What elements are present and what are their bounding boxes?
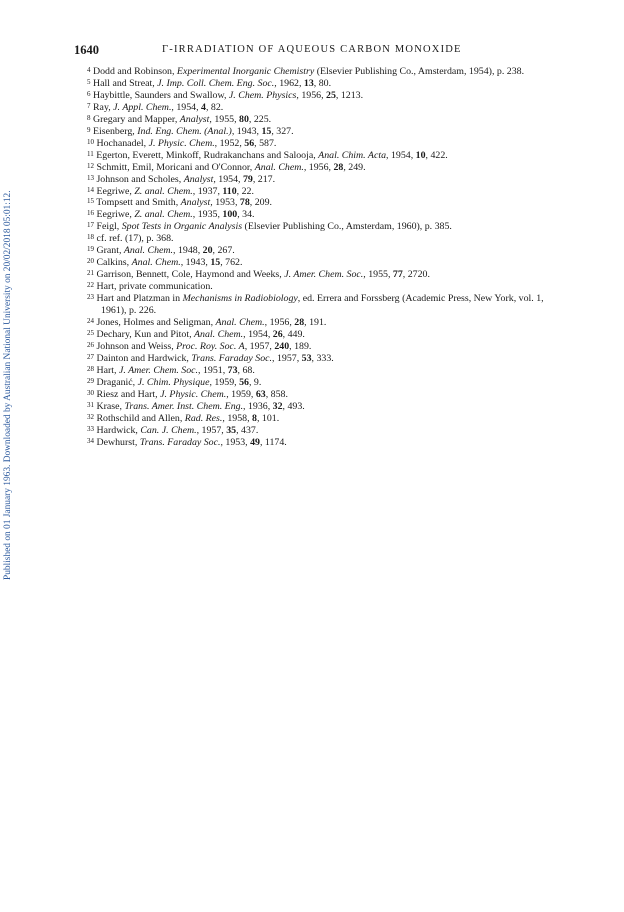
reference-text: cf. ref. (17), p. 368. bbox=[96, 233, 174, 245]
reference-text: , 217. bbox=[252, 173, 276, 185]
reference-number: 27 bbox=[87, 352, 94, 361]
reference-item bbox=[87, 221, 547, 233]
reference-text: (Elsevier Publishing Co., Amsterdam, 1954), p. 238. bbox=[314, 66, 525, 77]
reference-text: , 493. bbox=[282, 400, 305, 412]
reference-number: 25 bbox=[87, 328, 94, 337]
reference-volume: 80 bbox=[239, 113, 249, 125]
reference-text: , 9. bbox=[248, 376, 262, 388]
reference-text: Feigl, bbox=[96, 221, 122, 233]
download-watermark bbox=[3, 120, 17, 580]
reference-number: 19 bbox=[87, 245, 94, 254]
reference-item bbox=[87, 257, 547, 269]
reference-item bbox=[87, 114, 547, 126]
reference-text: , 1174. bbox=[259, 436, 287, 448]
reference-number: 8 bbox=[87, 113, 91, 122]
reference-volume: 100 bbox=[222, 209, 238, 221]
reference-source: J. Chem. Physics bbox=[228, 89, 297, 101]
reference-text: , 1959, bbox=[209, 376, 240, 388]
reference-text: Grant, bbox=[96, 245, 124, 257]
reference-text: Haybittle, Saunders and Swallow, bbox=[92, 89, 229, 101]
reference-volume: 4 bbox=[201, 101, 206, 113]
reference-source: Mechanisms in Radiobiology bbox=[182, 293, 298, 305]
reference-volume: 20 bbox=[202, 245, 213, 257]
reference-number: 4 bbox=[87, 66, 91, 74]
reference-text: , 1948, bbox=[173, 245, 203, 257]
reference-text: , 1213. bbox=[335, 89, 364, 101]
reference-text: , 189. bbox=[289, 340, 312, 352]
reference-text: , 1953, bbox=[220, 436, 251, 448]
reference-volume: 77 bbox=[392, 269, 403, 281]
reference-text: Krase, bbox=[96, 400, 125, 412]
reference-volume: 78 bbox=[239, 197, 250, 209]
reference-text: , 34. bbox=[237, 209, 255, 221]
reference-item bbox=[87, 377, 547, 389]
reference-text: , 449. bbox=[282, 328, 305, 340]
reference-source: J. Chim. Physique bbox=[137, 376, 210, 388]
reference-text: , 80. bbox=[313, 77, 332, 89]
reference-volume: 49 bbox=[250, 436, 260, 448]
reference-number: 11 bbox=[87, 149, 94, 158]
reference-text: , 1956, bbox=[303, 161, 334, 173]
reference-item bbox=[87, 90, 547, 102]
reference-number: 20 bbox=[87, 257, 94, 266]
reference-text: Eisenberg, bbox=[92, 125, 138, 137]
reference-item bbox=[87, 293, 547, 317]
reference-item bbox=[87, 197, 547, 209]
reference-text: , 1954, bbox=[386, 149, 416, 161]
reference-item bbox=[87, 186, 547, 198]
reference-text: , 1954, bbox=[213, 173, 243, 185]
reference-source: Analyst bbox=[180, 197, 211, 209]
reference-text: , 1956, bbox=[296, 89, 327, 101]
reference-number: 33 bbox=[87, 424, 94, 433]
reference-source: Proc. Roy. Soc. A bbox=[176, 340, 245, 352]
reference-volume: 8 bbox=[252, 412, 257, 424]
reference-text: , 249. bbox=[343, 161, 366, 173]
reference-text: , 209. bbox=[249, 197, 272, 209]
reference-number: 34 bbox=[87, 436, 94, 445]
running-title: Γ-IRRADIATION OF AQUEOUS CARBON MONOXIDE bbox=[162, 44, 462, 55]
reference-item bbox=[87, 317, 547, 329]
reference-text: , 68. bbox=[237, 364, 255, 376]
reference-text: , 1956, bbox=[264, 317, 295, 329]
reference-text: , 327. bbox=[271, 125, 294, 137]
reference-item bbox=[87, 401, 547, 413]
reference-item bbox=[87, 389, 547, 401]
reference-text: Riesz and Hart, bbox=[96, 388, 161, 400]
reference-number: 10 bbox=[87, 137, 94, 146]
reference-item bbox=[87, 245, 547, 257]
reference-text: , 191. bbox=[304, 317, 327, 329]
reference-number: 9 bbox=[87, 125, 91, 134]
reference-text: Hart, bbox=[96, 364, 119, 376]
reference-text: Dainton and Hardwick, bbox=[96, 352, 192, 364]
reference-text: Dechary, Kun and Pitot, bbox=[96, 328, 195, 340]
reference-text: Egerton, Everett, Minkoff, Rudrakanchans and Salooja, bbox=[96, 149, 319, 161]
reference-number: 5 bbox=[87, 77, 91, 86]
reference-text: , 1957, bbox=[272, 352, 302, 364]
reference-volume: 10 bbox=[415, 149, 426, 161]
reference-text: , 1951, bbox=[198, 364, 228, 376]
reference-text: , 1953, bbox=[210, 197, 240, 209]
reference-text: , 1959, bbox=[226, 388, 256, 400]
reference-source: Spot Tests in Organic Analysis bbox=[121, 221, 243, 233]
reference-source: J. Amer. Chem. Soc. bbox=[118, 364, 199, 376]
reference-source: Ind. Eng. Chem. (Anal.) bbox=[137, 125, 232, 137]
reference-source: Can. J. Chem. bbox=[140, 424, 197, 436]
reference-text: Johnson and Weiss, bbox=[96, 340, 177, 352]
reference-text: , 1935, bbox=[192, 209, 223, 221]
reference-text: , 82. bbox=[205, 101, 224, 113]
reference-number: 21 bbox=[87, 269, 94, 278]
reference-item bbox=[87, 102, 547, 114]
reference-number: 12 bbox=[87, 161, 94, 170]
reference-volume: 79 bbox=[242, 173, 253, 185]
reference-source: Anal. Chem. bbox=[123, 245, 173, 257]
reference-text: , 101. bbox=[256, 412, 280, 424]
reference-text: , 1955, bbox=[209, 113, 240, 125]
reference-item bbox=[87, 413, 547, 425]
reference-text: , 1943, bbox=[231, 125, 262, 137]
reference-number: 32 bbox=[87, 412, 94, 421]
reference-text: , 1943, bbox=[180, 257, 211, 269]
reference-number: 18 bbox=[87, 233, 94, 242]
reference-volume: 32 bbox=[272, 400, 283, 412]
reference-item bbox=[87, 126, 547, 138]
reference-text: Johnson and Scholes, bbox=[96, 173, 184, 185]
reference-text: Hardwick, bbox=[96, 424, 141, 436]
reference-number: 29 bbox=[87, 376, 94, 385]
reference-text: , 762. bbox=[220, 257, 243, 269]
reference-item bbox=[87, 174, 547, 186]
reference-text: , 1936, bbox=[243, 400, 273, 412]
reference-text: Gregary and Mapper, bbox=[92, 113, 180, 125]
reference-source: Trans. Faraday Soc. bbox=[139, 436, 221, 448]
reference-item bbox=[87, 269, 547, 281]
reference-text: Eegriwe, bbox=[96, 209, 135, 221]
reference-source: Experimental Inorganic Chemistry bbox=[176, 66, 315, 77]
page-header bbox=[74, 43, 544, 59]
reference-volume: 15 bbox=[210, 257, 221, 269]
reference-text: , 22. bbox=[236, 185, 254, 197]
reference-text: , 1962, bbox=[274, 77, 304, 89]
reference-text: , 437. bbox=[236, 424, 259, 436]
reference-text: , 858. bbox=[265, 388, 288, 400]
reference-volume: 15 bbox=[261, 125, 272, 137]
reference-number: 14 bbox=[87, 185, 94, 194]
reference-item bbox=[87, 281, 547, 293]
reference-text: , 1955, bbox=[363, 269, 393, 281]
reference-item bbox=[87, 233, 547, 245]
reference-number: 24 bbox=[87, 317, 94, 326]
reference-text: (Elsevier Publishing Co., Amsterdam, 1960), p. 385. bbox=[242, 221, 452, 233]
reference-source: Anal. Chem. bbox=[254, 161, 304, 173]
reference-text: , 1958, bbox=[222, 412, 252, 424]
page-number: 1640 bbox=[74, 43, 99, 57]
reference-text: Jones, Holmes and Seligman, bbox=[96, 317, 216, 329]
reference-item bbox=[87, 341, 547, 353]
reference-text: , 1954, bbox=[243, 328, 273, 340]
reference-text: Schmitt, Emil, Moricani and O'Connor, bbox=[96, 161, 255, 173]
reference-number: 31 bbox=[87, 400, 94, 409]
download-watermark-text: Published on 01 January 1963. Downloaded by Australian National University on 20/02/2018 05:01:12. bbox=[3, 190, 13, 580]
reference-text: Calkins, bbox=[96, 257, 132, 269]
reference-text: Garrison, Bennett, Cole, Haymond and Weeks, bbox=[96, 269, 285, 281]
reference-volume: 73 bbox=[227, 364, 238, 376]
reference-item bbox=[87, 365, 547, 377]
reference-text: Hall and Streat, bbox=[92, 77, 158, 89]
reference-item bbox=[87, 66, 547, 78]
reference-text: , 2720. bbox=[402, 269, 430, 281]
reference-source: J. Imp. Coll. Chem. Eng. Soc. bbox=[157, 77, 275, 89]
reference-item bbox=[87, 329, 547, 341]
reference-item bbox=[87, 353, 547, 365]
reference-volume: 28 bbox=[294, 317, 305, 329]
reference-text: Dewhurst, bbox=[96, 436, 140, 448]
reference-number: 7 bbox=[87, 101, 91, 110]
reference-volume: 25 bbox=[326, 89, 336, 101]
reference-volume: 56 bbox=[244, 137, 255, 149]
reference-item bbox=[87, 150, 547, 162]
reference-text: , 1954, bbox=[171, 101, 202, 113]
reference-volume: 63 bbox=[255, 388, 266, 400]
reference-volume: 35 bbox=[226, 424, 237, 436]
reference-volume: 28 bbox=[333, 161, 344, 173]
reference-source: Analyst bbox=[183, 173, 214, 185]
reference-item bbox=[87, 78, 547, 90]
reference-number: 23 bbox=[87, 293, 94, 302]
reference-text: , 333. bbox=[311, 352, 334, 364]
reference-text: , 587. bbox=[254, 137, 277, 149]
reference-text: Hochanadel, bbox=[96, 137, 149, 149]
reference-item bbox=[87, 209, 547, 221]
reference-source: J. Physic. Chem. bbox=[148, 137, 215, 149]
reference-text: Ray, bbox=[92, 101, 114, 113]
reference-text: Dodd and Robinson, bbox=[92, 66, 177, 77]
reference-item bbox=[87, 138, 547, 150]
reference-source: Anal. Chim. Acta bbox=[318, 149, 387, 161]
reference-volume: 240 bbox=[274, 340, 290, 352]
reference-text: Tompsett and Smith, bbox=[96, 197, 181, 209]
reference-text: , 1957, bbox=[196, 424, 227, 436]
reference-source: Anal. Chem. bbox=[131, 257, 181, 269]
reference-number: 30 bbox=[87, 388, 94, 397]
reference-text: , 422. bbox=[425, 149, 448, 161]
reference-number: 26 bbox=[87, 340, 94, 349]
reference-source: Trans. Amer. Inst. Chem. Eng. bbox=[124, 400, 244, 412]
reference-number: 16 bbox=[87, 209, 94, 218]
reference-number: 13 bbox=[87, 173, 94, 182]
reference-text: Eegriwe, bbox=[96, 185, 135, 197]
reference-source: Anal. Chem. bbox=[194, 328, 244, 340]
reference-text: , 1937, bbox=[192, 185, 223, 197]
reference-item bbox=[87, 162, 547, 174]
reference-volume: 110 bbox=[222, 185, 237, 197]
reference-volume: 26 bbox=[272, 328, 283, 340]
reference-text: Rothschild and Allen, bbox=[96, 412, 185, 424]
reference-text: Hart, private communication. bbox=[96, 281, 213, 293]
reference-number: 6 bbox=[87, 89, 91, 98]
reference-number: 22 bbox=[87, 281, 94, 290]
reference-text: , 1957, bbox=[244, 340, 275, 352]
reference-source: Trans. Faraday Soc. bbox=[191, 352, 273, 364]
reference-source: Analyst bbox=[179, 113, 210, 125]
reference-text: Draganić, bbox=[96, 376, 138, 388]
reference-source: J. Amer. Chem. Soc. bbox=[284, 269, 364, 281]
reference-source: Anal. Chem. bbox=[215, 317, 265, 329]
reference-number: 17 bbox=[87, 221, 94, 230]
reference-source: Z. anal. Chem. bbox=[134, 209, 193, 221]
reference-text: Hart and Platzman in bbox=[96, 293, 183, 305]
reference-text: , 225. bbox=[248, 113, 272, 125]
reference-source: Rad. Res. bbox=[184, 412, 223, 424]
reference-item bbox=[87, 425, 547, 437]
reference-source: Z. anal. Chem. bbox=[134, 185, 193, 197]
reference-number: 28 bbox=[87, 364, 94, 373]
reference-number: 15 bbox=[87, 197, 94, 206]
reference-volume: 56 bbox=[239, 376, 249, 388]
reference-text: , 1952, bbox=[214, 137, 245, 149]
reference-source: J. Appl. Chem. bbox=[113, 101, 172, 113]
reference-list bbox=[87, 66, 547, 449]
reference-text: , 267. bbox=[212, 245, 235, 257]
reference-source: J. Physic. Chem. bbox=[160, 388, 227, 400]
reference-volume: 13 bbox=[303, 77, 314, 89]
reference-volume: 53 bbox=[301, 352, 312, 364]
reference-text: , ed. Errera and Forssberg (Academic Press, New York, vol. 1, 1961), p. 226. bbox=[101, 293, 544, 317]
reference-item bbox=[87, 437, 547, 449]
